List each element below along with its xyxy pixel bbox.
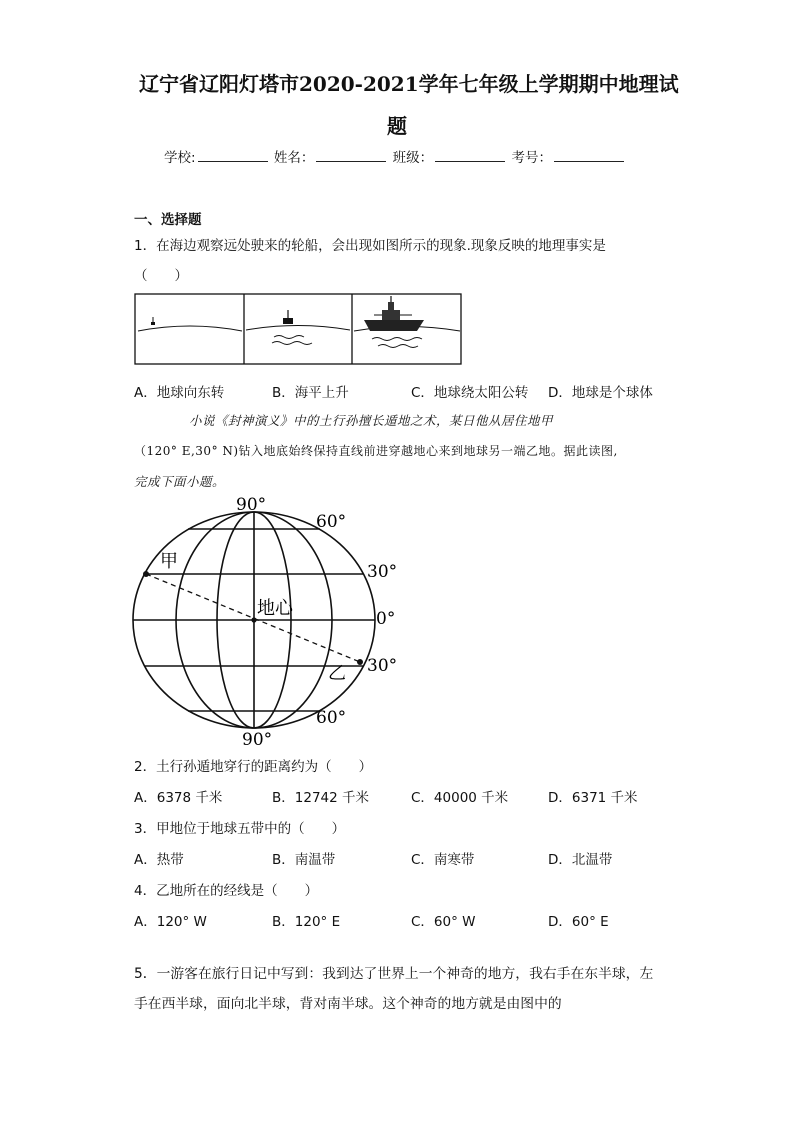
class-label: 班级： bbox=[392, 150, 434, 166]
passage-line-2: （120° E,30° N)钻入地底始终保持直线前进穿越地心来到地球另一端乙地。据此读图, bbox=[134, 444, 618, 458]
q3-stem: 3．甲地位于地球五带中的（ ） bbox=[134, 821, 346, 837]
q1-option-d[interactable]: D．地球是个球体 bbox=[548, 385, 653, 401]
q4-option-a[interactable]: A．120° W bbox=[134, 914, 207, 930]
q3-option-b[interactable]: B．南温带 bbox=[272, 852, 336, 868]
q4-option-c[interactable]: C．60° W bbox=[411, 914, 476, 930]
passage-line-3: 完成下面小题。 bbox=[134, 474, 226, 489]
q1-option-b[interactable]: B．海平上升 bbox=[272, 385, 349, 401]
q4-option-d[interactable]: D．60° E bbox=[548, 914, 609, 930]
q5-line-1: 5．一游客在旅行日记中写到：我到达了世界上一个神奇的地方，我右手在东半球，左 bbox=[134, 966, 654, 982]
q2-option-b[interactable]: B．12742 千米 bbox=[272, 790, 369, 806]
label-point-a: 甲 bbox=[160, 551, 178, 572]
label-bottom-90: 90° bbox=[242, 730, 273, 749]
q1-option-c[interactable]: C．地球绕太阳公转 bbox=[411, 385, 529, 401]
passage-line-1: 小说《封神演义》中的土行孙擅长遁地之术，某日他从居住地甲 bbox=[189, 413, 554, 428]
exam-no-blank[interactable] bbox=[554, 149, 624, 162]
student-info-line bbox=[164, 146, 626, 166]
page-title-line1: 辽宁省辽阳灯塔市2020-2021学年七年级上学期期中地理试 bbox=[139, 72, 679, 96]
q4-stem: 4．乙地所在的经线是（ ） bbox=[134, 883, 319, 899]
label-30-top: 30° bbox=[367, 562, 398, 582]
label-point-b: 乙 bbox=[328, 663, 346, 684]
q2-option-c[interactable]: C．40000 千米 bbox=[411, 790, 509, 806]
q4-option-b[interactable]: B．120° E bbox=[272, 914, 341, 930]
class-blank[interactable] bbox=[435, 149, 505, 162]
label-top-90: 90° bbox=[236, 495, 267, 515]
q5-line-2: 手在西半球，面向北半球，背对南半球。这个神奇的地方就是由图中的 bbox=[134, 996, 562, 1012]
label-60-bottom: 60° bbox=[316, 708, 347, 728]
name-blank[interactable] bbox=[316, 149, 386, 162]
school-blank[interactable] bbox=[198, 149, 268, 162]
center-dot bbox=[251, 617, 256, 622]
page-title-line2: 题 bbox=[387, 114, 407, 138]
point-b-dot bbox=[357, 659, 363, 665]
name-label: 姓名： bbox=[273, 150, 315, 166]
q1-paren: （ ） bbox=[134, 268, 188, 284]
q2-stem: 2．土行孙遁地穿行的距离约为（ ） bbox=[134, 759, 373, 775]
label-center: 地心 bbox=[257, 598, 293, 619]
school-label: 学校: bbox=[164, 150, 196, 166]
label-60-top: 60° bbox=[316, 512, 347, 532]
q2-option-a[interactable]: A．6378 千米 bbox=[134, 790, 223, 806]
point-a-dot bbox=[143, 571, 149, 577]
q3-option-d[interactable]: D．北温带 bbox=[548, 852, 613, 868]
section-title: 一、选择题 bbox=[134, 212, 202, 228]
q3-option-c[interactable]: C．南寒带 bbox=[411, 852, 475, 868]
label-30-bottom: 30° bbox=[367, 656, 398, 676]
q3-option-a[interactable]: A．热带 bbox=[134, 852, 184, 868]
q2-option-d[interactable]: D．6371 千米 bbox=[548, 790, 638, 806]
globe-diagram bbox=[125, 493, 415, 749]
q1-stem: 1．在海边观察远处驶来的轮船，会出现如图所示的现象.现象反映的地理事实是 bbox=[134, 238, 606, 254]
ship-approach-figure bbox=[134, 293, 462, 365]
exam-no-label: 考号： bbox=[511, 150, 552, 166]
q1-option-a[interactable]: A．地球向东转 bbox=[134, 385, 225, 401]
label-equator: 0° bbox=[376, 609, 396, 629]
